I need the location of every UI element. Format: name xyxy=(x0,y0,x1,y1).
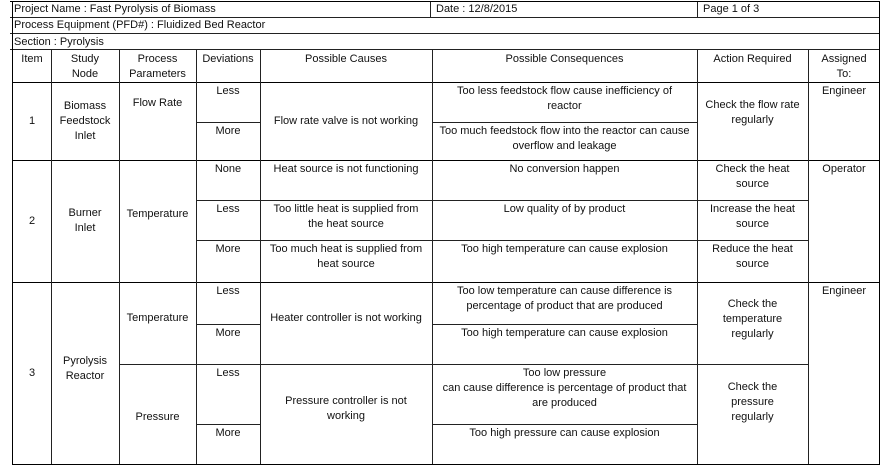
row2-action-less: Increase the heat source xyxy=(709,203,795,230)
grid-line xyxy=(12,464,880,465)
grid-line xyxy=(432,200,697,201)
row3-action-temperature: Check the temperature regularly xyxy=(722,297,783,340)
row1-item: 1 xyxy=(28,114,36,127)
row1-deviation-less: Less xyxy=(216,85,240,97)
col-header-item: Item xyxy=(21,53,43,65)
row2-consequence-none: No conversion happen xyxy=(509,163,620,175)
col-header-possible-consequences: Possible Consequences xyxy=(505,53,624,65)
grid-line xyxy=(697,364,808,365)
grid-line xyxy=(10,49,880,50)
grid-line xyxy=(196,50,197,464)
grid-line xyxy=(430,2,431,17)
col-header-process-parameters: Process Parameters xyxy=(129,53,186,80)
grid-line xyxy=(432,50,433,464)
row2-cause-less: Too little heat is supplied from the heat source xyxy=(273,203,419,230)
grid-line xyxy=(808,50,809,464)
row2-cause-more: Too much heat is supplied from heat source xyxy=(269,243,423,270)
grid-line xyxy=(10,17,880,18)
grid-line xyxy=(12,160,880,161)
grid-line xyxy=(196,324,260,325)
grid-line xyxy=(10,1,880,2)
section: Section : Pyrolysis xyxy=(14,36,104,48)
row2-cause-none: Heat source is not functioning xyxy=(273,163,419,175)
date: Date : 12/8/2015 xyxy=(436,3,518,15)
row3-action-pressure: Check the pressure regularly xyxy=(727,380,778,423)
grid-line xyxy=(697,50,698,464)
grid-line xyxy=(196,240,260,241)
grid-line xyxy=(196,122,260,123)
row1-action: Check the flow rate regularly xyxy=(705,99,800,126)
row2-parameter: Temperature xyxy=(126,207,189,220)
grid-line xyxy=(260,50,261,464)
row3-consequence-temp-more: Too high temperature can cause explosion xyxy=(461,327,668,339)
row1-parameter: Flow Rate xyxy=(132,97,183,109)
col-header-assigned-to: Assigned To: xyxy=(821,53,867,80)
row2-consequence-less: Low quality of by product xyxy=(503,203,626,215)
row3-consequence-pres-less: Too low pressure can cause difference is percentage of product that are produced xyxy=(442,367,687,409)
row3-parameter-temperature: Temperature xyxy=(126,311,189,324)
row2-action-more: Reduce the heat source xyxy=(712,243,793,270)
grid-line xyxy=(12,282,880,283)
row1-cause: Flow rate valve is not working xyxy=(273,114,419,127)
row2-action-none: Check the heat source xyxy=(715,163,790,190)
col-header-action-required: Action Required xyxy=(713,53,792,65)
row3-cause-temperature: Heater controller is not working xyxy=(270,311,422,324)
row3-item: 3 xyxy=(28,366,36,379)
row2-study-node: Burner Inlet xyxy=(68,207,102,234)
row1-deviation-more: More xyxy=(215,125,241,137)
row1-consequence-less: Too less feedstock flow cause inefficiency of reactor xyxy=(456,85,673,112)
grid-line xyxy=(12,82,880,83)
grid-line xyxy=(196,200,260,201)
row2-deviation-none: None xyxy=(214,163,242,175)
grid-line xyxy=(10,33,880,34)
row3-parameter-pressure: Pressure xyxy=(135,410,180,423)
grid-line xyxy=(12,2,13,50)
row3-cause-pressure: Pressure controller is not working xyxy=(285,395,407,422)
grid-line xyxy=(432,424,697,425)
col-header-study-node: Study Node xyxy=(70,53,100,80)
grid-line xyxy=(879,2,880,50)
row2-consequence-more: Too high temperature can cause explosion xyxy=(461,243,668,255)
row3-study-node: Pyrolysis Reactor xyxy=(62,355,107,382)
col-header-deviations: Deviations xyxy=(202,53,254,65)
grid-line xyxy=(260,200,432,201)
row3-consequence-pres-more: Too high pressure can cause explosion xyxy=(469,427,660,439)
row1-consequence-more: Too much feedstock flow into the reactor can cause overflow and leakage xyxy=(439,125,690,152)
grid-line xyxy=(432,240,697,241)
col-header-possible-causes: Possible Causes xyxy=(305,53,387,65)
row3-assigned: Engineer xyxy=(821,285,867,297)
grid-line xyxy=(697,240,808,241)
grid-line xyxy=(51,50,52,464)
row3-temp-deviation-less: Less xyxy=(216,285,240,297)
row1-assigned: Engineer xyxy=(821,85,867,97)
grid-line xyxy=(119,364,697,365)
row2-assigned: Operator xyxy=(822,163,866,175)
grid-line xyxy=(119,50,120,464)
grid-line xyxy=(432,324,697,325)
row2-item: 2 xyxy=(28,214,36,227)
process-equipment: Process Equipment (PFD#) : Fluidized Bed Reactor xyxy=(14,19,266,31)
row2-deviation-less: Less xyxy=(216,203,240,215)
row3-pres-deviation-less: Less xyxy=(216,367,240,379)
grid-line xyxy=(697,200,808,201)
grid-line xyxy=(260,240,432,241)
grid-line xyxy=(12,50,13,464)
row3-consequence-temp-less: Too low temperature can cause difference is percentage of product that are produced xyxy=(456,285,673,312)
grid-line xyxy=(432,122,697,123)
row3-pres-deviation-more: More xyxy=(215,427,241,439)
grid-line xyxy=(697,2,698,17)
page-number: Page 1 of 3 xyxy=(703,3,760,15)
row3-temp-deviation-more: More xyxy=(215,327,241,339)
grid-line xyxy=(879,50,880,464)
row2-deviation-more: More xyxy=(215,243,241,255)
row1-study-node: Biomass Feedstock Inlet xyxy=(59,99,111,142)
project-name: Project Name : Fast Pyrolysis of Biomass xyxy=(14,3,216,15)
grid-line xyxy=(196,424,260,425)
